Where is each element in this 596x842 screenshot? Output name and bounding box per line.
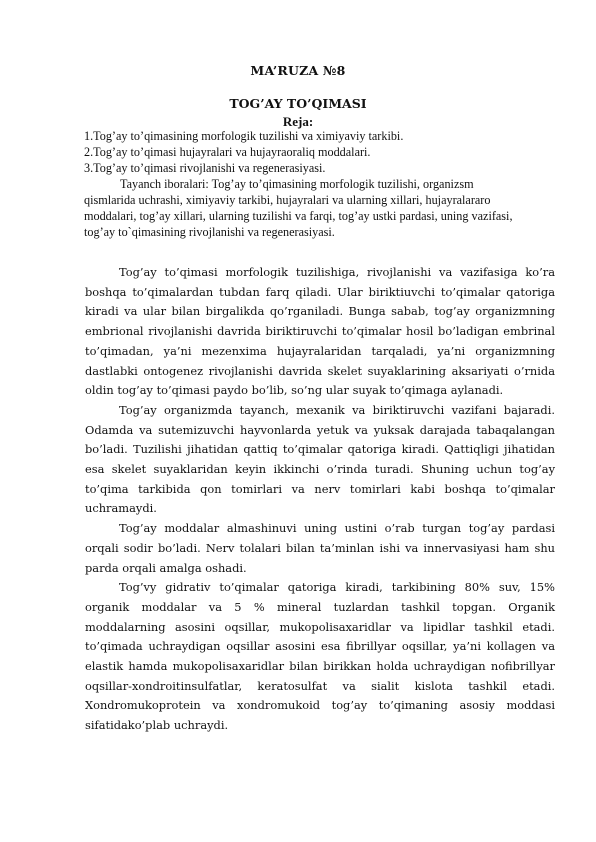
body-text (85, 263, 555, 736)
plan-heading: Reja: (282, 114, 314, 129)
plan-item: 3.Tog’ay to’qimasi rivojlanishi va regenerasiyasi. (84, 161, 326, 175)
body-paragraph: Tog’vy gidrativ to’qimalar qatoriga kiradi, tarkibining 80% suv, 15% organik moddalar va 5 % mineral tuzlardan tashkil topgan. Organik moddalarning asosini oqsillar, mukopolisaxaridlar va lipidlar tashkil etadi. to’qimada uchraydigan oqsillar asosini esa fibrillyar oqsillar, ya’ni kollagen va elastik hamda mukopolisaxaridlar bilan birikkan holda uchraydigan nofibrillyar oqsillar-xondroitinsulfatlar, keratosulfat va sialit kislota tashkil etadi. Xondromukoprotein va xondromukoid tog’ay to’qimaning asosiy moddasi sifatidako’plab uchraydi. (85, 580, 555, 733)
keywords-paragraph: Tayanch iboralari: Tog’ay to’qimasining morfologik tuzilishi, organizsm qismlarida uchrashi, ximiyaviy tarkibi, hujayralari va ularning xillari, hujayralararo moddalari, tog’ay xillari, ularning tuzilishi va farqi, tog’ay ustki pardasi, uning vazifasi, tog’ay to`qimasining rivojlanishi va regenerasiyasi. (84, 177, 513, 239)
body-paragraph: Tog’ay moddalar almashinuvi uning ustini o’rab turgan tog’ay pardasi orqali sodir bo’ladi. Nerv tolalari bilan ta’minlan ishi va innervasiyasi ham shu parda orqali amalga oshadi. (85, 521, 555, 575)
plan-item: 1.Tog’ay to’qimasining morfologik tuzilishi va ximiyaviy tarkibi. (84, 129, 404, 143)
plan-item: 2.Tog’ay to’qimasi hujayralari va hujayraoraliq moddalari. (84, 145, 371, 159)
topic-title: TOG’AY TO’QIMASI (229, 96, 367, 111)
body-paragraph: Tog’ay to’qimasi morfologik tuzilishiga, rivojlanishi va vazifasiga ko’ra boshqa to’qimalardan tubdan farq qiladi. Ular biriktiuvchi to’qimalar qatoriga kiradi va ular bilan birgalikda qo’rganiladi. Bunga sabab, tog’ay organizmning embrional rivojlanishi davrida biriktiruvchi to’qimalar hosil bo’ladigan embrinal to’qimadan, ya’ni mezenxima hujayralaridan tarqaladi, ya’ni organizmning dastlabki ontogenez rivojlanishi davrida skelet suyaklarining aksariyati o’rnida oldin tog’ay to’qimasi paydo bo’lib, so’ng ular suyak to’qimaga aylanadi. (85, 265, 555, 398)
lecture-title: MA’RUZA №8 (250, 63, 346, 78)
body-paragraph: Tog’ay organizmda tayanch, mexanik va biriktiruvchi vazifani bajaradi. Odamda va sutemizuvchi hayvonlarda yetuk va yuksak darajada tabaqalangan bo’ladi. Tuzilishi jihatidan qattiq to’qimalar qatoriga kiradi. Qattiqligi jihatidan esa skelet suyaklaridan keyin ikkinchi o’rinda turadi. Shuning uchun tog’ay to’qima tarkibida qon tomirlari va nerv tomirlari kabi boshqa to’qimalar uchramaydi. (85, 402, 555, 516)
plan-list (84, 128, 524, 176)
